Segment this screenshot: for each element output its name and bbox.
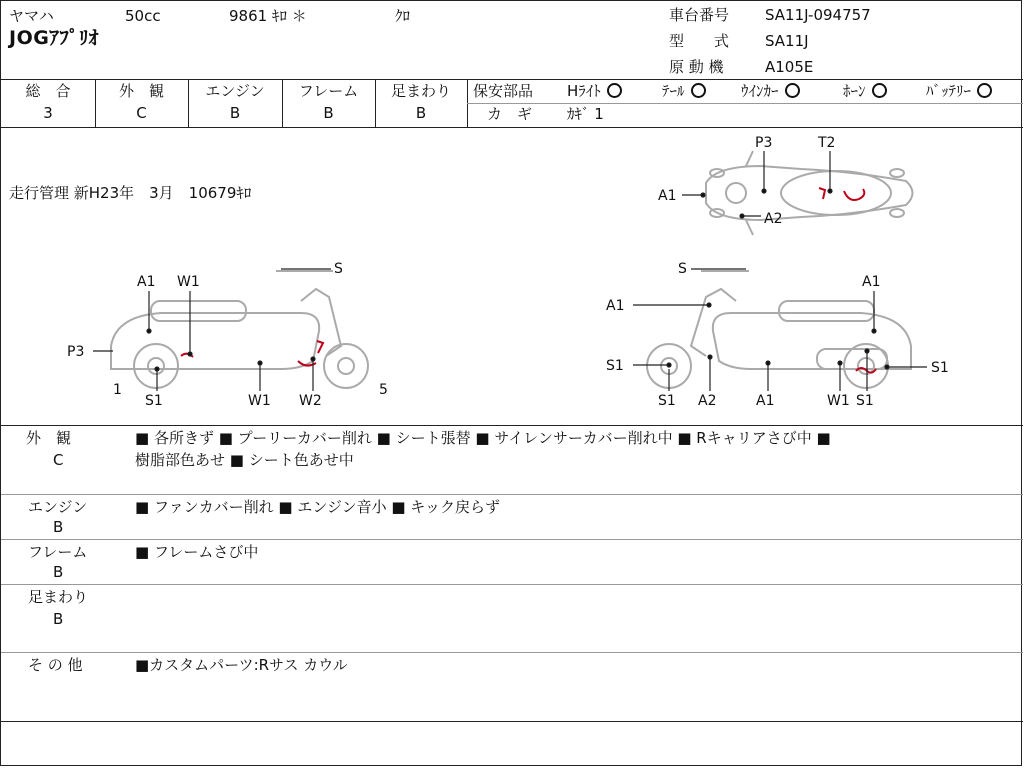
label-W1-left-bottom: W1 xyxy=(248,393,271,409)
label-front-number: 1 xyxy=(113,382,122,398)
top-view-callouts xyxy=(682,151,832,218)
management-history: 走行管理 新H23年 3月 10679ｷﾛ xyxy=(9,184,252,202)
safety-horn: ﾎｰﾝ xyxy=(843,82,887,100)
label-A2: A2 xyxy=(764,211,783,227)
divider xyxy=(1,79,1023,80)
grade-engine-label: エンジン xyxy=(205,82,265,100)
label-P3: P3 xyxy=(755,135,773,151)
key-label: カ ギ xyxy=(487,105,533,123)
maker: ヤマハ xyxy=(9,7,54,25)
divider xyxy=(467,103,1023,104)
label-W2-left: W2 xyxy=(299,393,322,409)
scooter-top-view xyxy=(706,151,913,235)
label-S1-right-bottom: S1 xyxy=(658,393,676,409)
divider xyxy=(1,721,1023,722)
check-circle-icon xyxy=(785,83,800,98)
key-value: ｶｷﾞ 1 xyxy=(567,105,604,123)
displacement: 50cc xyxy=(125,7,161,25)
note-frame-text: ■ フレームさび中 xyxy=(135,543,259,561)
label-S1-right-rear: S1 xyxy=(931,360,949,376)
check-circle-icon xyxy=(691,83,706,98)
safety-headlight: Hﾗｲﾄ xyxy=(567,82,622,100)
color: ｸﾛ xyxy=(395,7,411,25)
mileage: 9861 ｷﾛ ＊ xyxy=(229,7,307,25)
note-exterior-grade: C xyxy=(53,451,64,469)
label-S1-right-bottom-2: S1 xyxy=(856,393,874,409)
note-other-label: そ の 他 xyxy=(28,656,83,674)
grade-engine-value: B xyxy=(229,104,241,122)
safety-taillight: ﾃｰﾙ xyxy=(662,82,706,100)
safety-battery: ﾊﾞｯﾃﾘｰ xyxy=(926,82,992,100)
note-engine-grade: B xyxy=(53,518,64,536)
frame-no-label: 車台番号 xyxy=(669,6,730,24)
divider xyxy=(1,652,1023,653)
divider xyxy=(1,539,1023,540)
grade-overall-value: 3 xyxy=(43,104,53,122)
type-label: 型 式 xyxy=(669,32,730,50)
label-A1: A1 xyxy=(658,188,677,204)
note-engine-label: エンジン xyxy=(28,498,88,516)
safety-label: 保安部品 xyxy=(473,82,534,100)
label-A1-right-rear: A1 xyxy=(862,274,881,290)
grade-exterior-label: 外 観 xyxy=(118,82,164,100)
label-A1-left: A1 xyxy=(137,274,156,290)
label-W1-right: W1 xyxy=(827,393,850,409)
engine-value: A105E xyxy=(765,58,814,76)
grade-overall-label: 総 合 xyxy=(25,82,71,100)
damage-mark xyxy=(317,341,323,353)
grade-suspension-label: 足まわり xyxy=(390,82,451,100)
note-exterior-text: ■ 各所きず ■ プーリーカバー削れ ■ シート張替 ■ サイレンサーカバー削れ中 ■ Rキャリアさび中 ■ xyxy=(135,429,831,447)
grade-exterior-value: C xyxy=(136,104,147,122)
note-engine-text: ■ ファンカバー削れ ■ エンジン音小 ■ キック戻らず xyxy=(135,498,501,516)
label-A2-right: A2 xyxy=(698,393,717,409)
label-S1-right-front: S1 xyxy=(606,358,624,374)
grade-suspension-value: B xyxy=(415,104,427,122)
right-view-callouts xyxy=(633,269,927,391)
left-view-callouts xyxy=(93,269,331,391)
safety-winker: ｳｲﾝｶｰ xyxy=(741,82,800,100)
engine-label: 原 動 機 xyxy=(669,58,724,76)
label-S1-left: S1 xyxy=(145,393,163,409)
divider xyxy=(1,425,1023,426)
type-value: SA11J xyxy=(765,32,809,50)
divider xyxy=(1,584,1023,585)
grade-frame-value: B xyxy=(323,104,334,122)
label-T2: T2 xyxy=(818,135,836,151)
damage-mark xyxy=(844,189,864,200)
label-P3-left: P3 xyxy=(67,344,85,360)
label-W1-left: W1 xyxy=(177,274,200,290)
check-circle-icon xyxy=(872,83,887,98)
note-suspension-label: 足まわり xyxy=(28,588,89,606)
note-exterior-text-2: 樹脂部色あせ ■ シート色あせ中 xyxy=(135,451,354,469)
label-S-left: S xyxy=(334,261,343,277)
scooter-diagram xyxy=(1,127,1023,425)
check-circle-icon xyxy=(977,83,992,98)
grade-frame-label: フレーム xyxy=(298,82,359,100)
model-name: JOGｱﾌﾟﾘｵ xyxy=(9,27,99,49)
label-rear-number: 5 xyxy=(379,382,388,398)
label-S-right: S xyxy=(678,261,687,277)
label-A1-right-bottom: A1 xyxy=(756,393,775,409)
note-suspension-grade: B xyxy=(53,610,64,628)
frame-no: SA11J-094757 xyxy=(765,6,871,24)
note-frame-label: フレーム xyxy=(28,543,88,561)
note-exterior-label: 外 観 xyxy=(26,429,72,447)
check-circle-icon xyxy=(607,83,622,98)
damage-mark xyxy=(819,188,825,199)
divider xyxy=(1,494,1023,495)
note-other-text: ■カスタムパーツ:Rサス カウル xyxy=(135,656,348,674)
note-frame-grade: B xyxy=(53,563,64,581)
label-A1-right: A1 xyxy=(606,298,625,314)
